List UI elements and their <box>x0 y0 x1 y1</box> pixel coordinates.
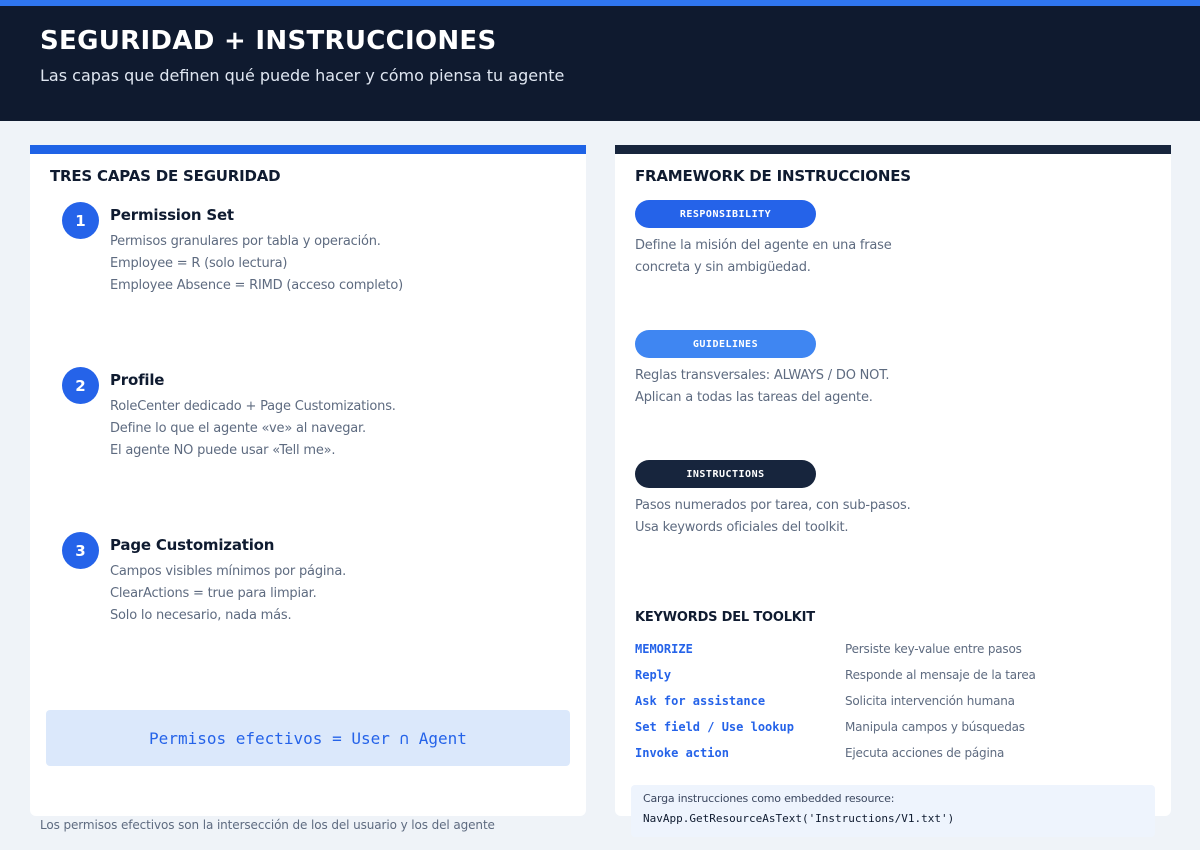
layer-line: Permisos granulares por tabla y operación. <box>110 234 381 249</box>
code-snippet: NavApp.GetResourceAsText('Instructions/V1.txt') <box>643 812 955 825</box>
description-line: Pasos numerados por tarea, con sub-pasos. <box>635 498 911 513</box>
instructions-card-title: FRAMEWORK DE INSTRUCCIONES <box>635 167 911 185</box>
description-line: Usa keywords oficiales del toolkit. <box>635 520 849 535</box>
responsibility-badge: RESPONSIBILITY <box>635 200 816 228</box>
page-subtitle: Las capas que definen qué puede hacer y cómo piensa tu agente <box>40 66 565 85</box>
layer-line: ClearActions = true para limpiar. <box>110 586 317 601</box>
layer-description <box>110 561 530 627</box>
guidelines-description <box>635 365 975 409</box>
security-card <box>30 145 586 816</box>
keyword-name: Invoke action <box>635 746 729 760</box>
keyword-row <box>635 720 1155 746</box>
description-line: Reglas transversales: ALWAYS / DO NOT. <box>635 368 890 383</box>
keyword-description: Solicita intervención humana <box>845 694 1015 708</box>
footnote: Los permisos efectivos son la intersección de los del usuario y los del agente <box>40 818 495 832</box>
instructions-card-accent-bar <box>615 145 1171 154</box>
keyword-row <box>635 746 1155 772</box>
page-title: SEGURIDAD + INSTRUCCIONES <box>40 26 497 56</box>
layer-description <box>110 396 530 462</box>
layer-line: Solo lo necesario, nada más. <box>110 608 292 623</box>
security-card-title: TRES CAPAS DE SEGURIDAD <box>50 167 281 185</box>
code-snippet-box <box>631 785 1155 837</box>
layer-line: El agente NO puede usar «Tell me». <box>110 443 336 458</box>
guidelines-badge: GUIDELINES <box>635 330 816 358</box>
layer-line: Employee Absence = RIMD (acceso completo) <box>110 278 403 293</box>
description-line: Define la misión del agente en una frase <box>635 238 892 253</box>
keyword-description: Ejecuta acciones de página <box>845 746 1005 760</box>
keyword-description: Persiste key-value entre pasos <box>845 642 1022 656</box>
layer-line: Define lo que el agente «ve» al navegar. <box>110 421 366 436</box>
layer-number-badge: 2 <box>62 367 99 404</box>
keyword-description: Responde al mensaje de la tarea <box>845 668 1036 682</box>
keyword-name: Set field / Use lookup <box>635 720 794 734</box>
layer-line: Campos visibles mínimos por página. <box>110 564 347 579</box>
effective-permissions-formula: Permisos efectivos = User ∩ Agent <box>46 710 570 766</box>
instructions-card <box>615 145 1171 825</box>
layer-line: Employee = R (solo lectura) <box>110 256 288 271</box>
keyword-row <box>635 642 1155 668</box>
keyword-row <box>635 668 1155 694</box>
page-header <box>0 6 1200 121</box>
description-line: Aplican a todas las tareas del agente. <box>635 390 873 405</box>
description-line: concreta y sin ambigüedad. <box>635 260 811 275</box>
security-card-accent-bar <box>30 145 586 154</box>
instructions-description <box>635 495 975 539</box>
layer-number-badge: 3 <box>62 532 99 569</box>
layer-description <box>110 231 530 297</box>
layer-title: Permission Set <box>110 206 234 224</box>
keyword-description: Manipula campos y búsquedas <box>845 720 1025 734</box>
keyword-name: Reply <box>635 668 672 682</box>
layer-line: RoleCenter dedicado + Page Customizations. <box>110 399 396 414</box>
layer-number-badge: 1 <box>62 202 99 239</box>
keyword-row <box>635 694 1155 720</box>
keywords-title: KEYWORDS DEL TOOLKIT <box>635 610 815 625</box>
instructions-badge: INSTRUCTIONS <box>635 460 816 488</box>
code-snippet-label: Carga instrucciones como embedded resource: <box>643 792 895 805</box>
layer-title: Page Customization <box>110 536 275 554</box>
layer-title: Profile <box>110 371 165 389</box>
keyword-name: MEMORIZE <box>635 642 693 656</box>
keyword-name: Ask for assistance <box>635 694 766 708</box>
responsibility-description <box>635 235 975 279</box>
